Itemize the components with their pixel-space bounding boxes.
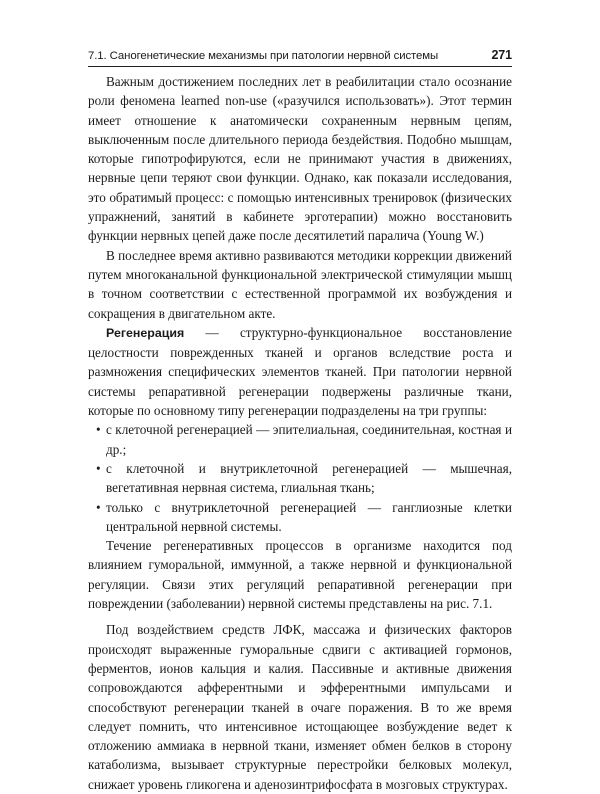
list-item-text: с клеточной и внутриклеточной регенерацией — мышечная, вегетативная нервная система, глиальная ткань; — [106, 460, 512, 496]
running-header — [88, 48, 512, 62]
page-number: 271 — [491, 48, 512, 62]
list-item-text: только с внутриклеточной регенерацией — ганглиозные клетки центральной нервной системы. — [106, 499, 512, 534]
bullet-marker: • — [96, 422, 101, 438]
list-item — [88, 459, 512, 498]
bullet-marker: • — [96, 499, 101, 515]
term-regeneration: Регенерация — [106, 325, 185, 340]
regeneration-definition: — структурно-функциональное восстановление целостности поврежденных тканей и органов вследствие роста и размножения специфических элементов тканей. При патологии нервной системы репаративной регенерации подвержены различные ткани, которые по основному типу регенерации подразделены на три группы: — [88, 324, 512, 419]
paragraph-learned-non-use: Важным достижением последних лет в реабилитации стало осознание роли феномена learned non-use («разучился использовать»). Этот термин имеет отношение к анатомически сохраненным нервным цепям, выключенным после длительного периода бездействия. Подобно мышцам, которые гипотрофируются, если не принимают участия в движениях, нервные цепи теряют свои функции. Однако, как показали исследования, это обратимый процесс: с помощью интенсивных тренировок (физических упражнений, занятий в кабинете эрготерапии) можно восстановить функции нервных цепей даже после десятилетий паралича (Young W.) — [88, 74, 512, 244]
list-item-text: с клеточной регенерацией — эпителиальная, соединительная, костная и др.; — [106, 422, 512, 457]
regeneration-types-list — [88, 420, 512, 536]
paragraph-regeneration — [88, 323, 512, 420]
header-rule — [88, 66, 512, 67]
list-item — [88, 498, 512, 537]
list-item — [88, 420, 512, 459]
paragraph-electrostimulation: В последнее время активно развиваются методики коррекции движений путем многоканальной функциональной электрической стимуляции мышц в точном соответствии с естественной программой их возбуждения и сокращения в двигательном акте. — [88, 247, 512, 321]
running-title: 7.1. Саногенетические механизмы при патологии нервной системы — [88, 50, 439, 62]
page-body — [88, 72, 512, 794]
bullet-marker: • — [96, 460, 101, 476]
paragraph-lfk-effects: Под воздействием средств ЛФК, массажа и физических факторов происходят выраженные гуморальные сдвиги с активацией гормонов, ферментов, ионов кальция и калия. Пассивные и активные движения сопровождаются афферентными и эфферентными импульсами и способствуют регенерации тканей в очаге поражения. В то же время следует помнить, что интенсивное истощающее возбуждение ведет к отложению аммиака в нервной ткани, изменяет обмен белков в сторону катаболизма, вызывает структурные перестройки белковых молекул, снижает уровень гликогена и аденозинтрифосфата в мозговых структурах. — [88, 622, 512, 792]
paragraph-regulation: Течение регенеративных процессов в организме находится под влиянием гуморальной, иммунной, а также нервной и функциональной регуляции. Связи этих регуляций репаративной регенерации при повреждении (заболевании) нервной системы представлены на рис. 7.1. — [88, 538, 512, 612]
